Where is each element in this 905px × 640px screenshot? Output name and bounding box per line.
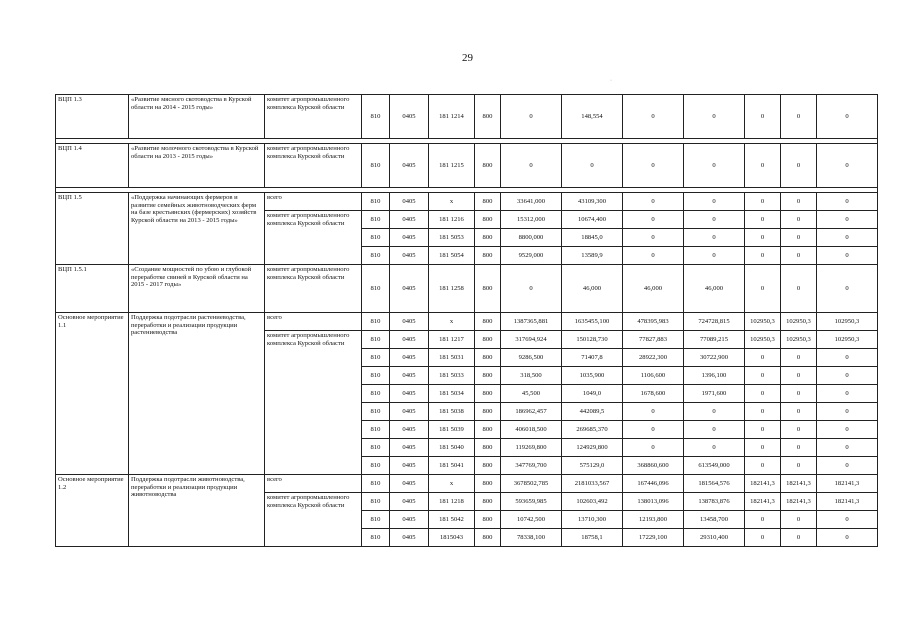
- amount-cell: 0: [684, 193, 745, 211]
- amount-cell: 102950,3: [817, 313, 878, 331]
- amount-cell: 1635455,100: [562, 313, 623, 331]
- amount-cell: 0: [745, 349, 781, 367]
- amount-cell: 1035,900: [562, 367, 623, 385]
- amount-cell: 1049,0: [562, 385, 623, 403]
- amount-cell: 0: [745, 421, 781, 439]
- grbs-code: 810: [362, 229, 390, 247]
- grbs-code: 810: [362, 367, 390, 385]
- amount-cell: 119269,800: [501, 439, 562, 457]
- section-code: 0405: [390, 313, 429, 331]
- amount-cell: 318,500: [501, 367, 562, 385]
- section-code: 0405: [390, 247, 429, 265]
- amount-cell: 1971,600: [684, 385, 745, 403]
- amount-cell: 0: [817, 247, 878, 265]
- amount-cell: 0: [562, 144, 623, 188]
- target-code: х: [429, 193, 475, 211]
- grbs-code: 810: [362, 349, 390, 367]
- amount-cell: 8800,000: [501, 229, 562, 247]
- amount-cell: 18758,1: [562, 529, 623, 547]
- target-code: 1815043: [429, 529, 475, 547]
- amount-cell: 0: [745, 403, 781, 421]
- amount-cell: 317694,924: [501, 331, 562, 349]
- amount-cell: 46,000: [623, 265, 684, 313]
- program-name: «Поддержка начинающих фермеров и развитие семейных животноводческих ферм на базе крестьянских (фермерских) хозяйств Курской области на 2013 - 2015 годы»: [129, 193, 265, 265]
- amount-cell: 0: [817, 349, 878, 367]
- grbs-code: 810: [362, 265, 390, 313]
- grbs-code: 810: [362, 144, 390, 188]
- amount-cell: 182141,3: [781, 475, 817, 493]
- program-name: Поддержка подотрасли растениеводства, переработки и реализации продукции растениеводства: [129, 313, 265, 475]
- amount-cell: 0: [745, 511, 781, 529]
- program-code: ВЦП 1.5.1: [56, 265, 129, 313]
- executor: комитет агропромышленного комплекса Курской области: [265, 493, 362, 547]
- amount-cell: 0: [684, 421, 745, 439]
- amount-cell: 71407,8: [562, 349, 623, 367]
- amount-cell: 1106,600: [623, 367, 684, 385]
- amount-cell: 167446,096: [623, 475, 684, 493]
- amount-cell: 724728,815: [684, 313, 745, 331]
- grbs-code: 810: [362, 385, 390, 403]
- grbs-code: 810: [362, 211, 390, 229]
- expense-code: 800: [475, 265, 501, 313]
- section-code: 0405: [390, 493, 429, 511]
- executor: комитет агропромышленного комплекса Курской области: [265, 331, 362, 475]
- grbs-code: 810: [362, 529, 390, 547]
- amount-cell: 0: [745, 367, 781, 385]
- amount-cell: 45,500: [501, 385, 562, 403]
- program-code: ВЦП 1.3: [56, 95, 129, 139]
- amount-cell: 0: [781, 439, 817, 457]
- amount-cell: 0: [501, 95, 562, 139]
- amount-cell: 0: [781, 511, 817, 529]
- amount-cell: 0: [745, 439, 781, 457]
- amount-cell: 613549,000: [684, 457, 745, 475]
- amount-cell: 77827,883: [623, 331, 684, 349]
- amount-cell: 0: [781, 247, 817, 265]
- amount-cell: 575129,0: [562, 457, 623, 475]
- amount-cell: 593659,985: [501, 493, 562, 511]
- amount-cell: 442089,5: [562, 403, 623, 421]
- amount-cell: 0: [684, 144, 745, 188]
- page-number: 29: [462, 52, 473, 64]
- amount-cell: 0: [817, 385, 878, 403]
- amount-cell: 102950,3: [817, 331, 878, 349]
- amount-cell: 1678,600: [623, 385, 684, 403]
- amount-cell: 9286,500: [501, 349, 562, 367]
- amount-cell: 0: [817, 421, 878, 439]
- section-code: 0405: [390, 229, 429, 247]
- executor: комитет агропромышленного комплекса Курской области: [265, 211, 362, 265]
- amount-cell: 46,000: [562, 265, 623, 313]
- amount-cell: 186962,457: [501, 403, 562, 421]
- amount-cell: 15312,000: [501, 211, 562, 229]
- target-code: 181 5033: [429, 367, 475, 385]
- grbs-code: 810: [362, 439, 390, 457]
- expense-code: 800: [475, 211, 501, 229]
- amount-cell: 0: [623, 193, 684, 211]
- amount-cell: 0: [781, 403, 817, 421]
- target-code: 181 5040: [429, 439, 475, 457]
- amount-cell: 0: [817, 265, 878, 313]
- amount-cell: 0: [745, 95, 781, 139]
- expense-code: 800: [475, 403, 501, 421]
- amount-cell: 0: [684, 403, 745, 421]
- program-name: Поддержка подотрасли животноводства, переработки и реализации продукции животноводства: [129, 475, 265, 547]
- table-row: [56, 265, 878, 313]
- section-code: 0405: [390, 211, 429, 229]
- amount-cell: 77089,215: [684, 331, 745, 349]
- amount-cell: 0: [817, 229, 878, 247]
- amount-cell: 124929,800: [562, 439, 623, 457]
- executor: комитет агропромышленного комплекса Курской области: [265, 265, 362, 313]
- table-row: [56, 144, 878, 188]
- expense-code: 800: [475, 313, 501, 331]
- amount-cell: 0: [781, 193, 817, 211]
- amount-cell: 43109,300: [562, 193, 623, 211]
- table-row: [56, 313, 878, 331]
- amount-cell: 33641,000: [501, 193, 562, 211]
- executor: всего: [265, 313, 362, 331]
- expense-code: 800: [475, 475, 501, 493]
- section-code: 0405: [390, 421, 429, 439]
- amount-cell: 13710,300: [562, 511, 623, 529]
- amount-cell: 0: [781, 385, 817, 403]
- amount-cell: 78338,100: [501, 529, 562, 547]
- grbs-code: 810: [362, 511, 390, 529]
- amount-cell: 138013,096: [623, 493, 684, 511]
- amount-cell: 0: [781, 349, 817, 367]
- amount-cell: 0: [745, 265, 781, 313]
- section-code: 0405: [390, 475, 429, 493]
- expense-code: 800: [475, 95, 501, 139]
- amount-cell: 0: [684, 211, 745, 229]
- target-code: х: [429, 475, 475, 493]
- section-code: 0405: [390, 331, 429, 349]
- amount-cell: 13589,9: [562, 247, 623, 265]
- expense-code: 800: [475, 439, 501, 457]
- amount-cell: 0: [623, 229, 684, 247]
- amount-cell: 3678502,785: [501, 475, 562, 493]
- target-code: 181 1218: [429, 493, 475, 511]
- target-code: 181 1258: [429, 265, 475, 313]
- section-code: 0405: [390, 529, 429, 547]
- table-row: [56, 193, 878, 211]
- grbs-code: 810: [362, 193, 390, 211]
- target-code: 181 1215: [429, 144, 475, 188]
- scan-mark: ·: [610, 78, 612, 84]
- expense-code: 800: [475, 193, 501, 211]
- amount-cell: 347769,700: [501, 457, 562, 475]
- section-code: 0405: [390, 193, 429, 211]
- grbs-code: 810: [362, 331, 390, 349]
- expense-code: 800: [475, 457, 501, 475]
- section-code: 0405: [390, 385, 429, 403]
- expense-code: 800: [475, 493, 501, 511]
- amount-cell: 0: [684, 229, 745, 247]
- amount-cell: 181564,576: [684, 475, 745, 493]
- amount-cell: 0: [745, 247, 781, 265]
- amount-cell: 0: [781, 421, 817, 439]
- amount-cell: 102950,3: [781, 331, 817, 349]
- amount-cell: 368860,600: [623, 457, 684, 475]
- amount-cell: 0: [623, 421, 684, 439]
- amount-cell: 0: [817, 211, 878, 229]
- amount-cell: 0: [745, 211, 781, 229]
- amount-cell: 2181033,567: [562, 475, 623, 493]
- amount-cell: 0: [817, 511, 878, 529]
- amount-cell: 182141,3: [781, 493, 817, 511]
- table-row: [56, 475, 878, 493]
- amount-cell: 0: [501, 265, 562, 313]
- target-code: 181 5042: [429, 511, 475, 529]
- amount-cell: 28922,300: [623, 349, 684, 367]
- amount-cell: 29310,400: [684, 529, 745, 547]
- amount-cell: 0: [745, 385, 781, 403]
- expense-code: 800: [475, 367, 501, 385]
- program-code: ВЦП 1.4: [56, 144, 129, 188]
- amount-cell: 0: [745, 529, 781, 547]
- expense-code: 800: [475, 511, 501, 529]
- amount-cell: 0: [684, 439, 745, 457]
- expense-code: 800: [475, 349, 501, 367]
- section-code: 0405: [390, 457, 429, 475]
- amount-cell: 0: [817, 457, 878, 475]
- program-name: «Создание мощностей по убою и глубокой переработке свиней в Курской области на 2015 - 2017 годы»: [129, 265, 265, 313]
- amount-cell: 0: [745, 193, 781, 211]
- amount-cell: 0: [817, 367, 878, 385]
- target-code: 181 1214: [429, 95, 475, 139]
- executor: комитет агропромышленного комплекса Курской области: [265, 144, 362, 188]
- amount-cell: 18845,0: [562, 229, 623, 247]
- executor: всего: [265, 193, 362, 211]
- executor: всего: [265, 475, 362, 493]
- section-code: 0405: [390, 144, 429, 188]
- amount-cell: 0: [781, 529, 817, 547]
- amount-cell: 0: [781, 144, 817, 188]
- amount-cell: 12193,800: [623, 511, 684, 529]
- expense-code: 800: [475, 229, 501, 247]
- program-code: Основное мероприятие 1.2: [56, 475, 129, 547]
- program-name: «Развитие мясного скотоводства в Курской области на 2014 - 2015 годы»: [129, 95, 265, 139]
- amount-cell: 102950,3: [781, 313, 817, 331]
- amount-cell: 182141,3: [745, 493, 781, 511]
- expense-code: 800: [475, 529, 501, 547]
- grbs-code: 810: [362, 95, 390, 139]
- amount-cell: 406018,500: [501, 421, 562, 439]
- program-code: Основное мероприятие 1.1: [56, 313, 129, 475]
- amount-cell: 102950,3: [745, 313, 781, 331]
- amount-cell: 0: [781, 457, 817, 475]
- amount-cell: 148,554: [562, 95, 623, 139]
- amount-cell: 138783,876: [684, 493, 745, 511]
- amount-cell: 0: [623, 144, 684, 188]
- amount-cell: 0: [817, 439, 878, 457]
- target-code: х: [429, 313, 475, 331]
- section-code: 0405: [390, 367, 429, 385]
- amount-cell: 0: [623, 95, 684, 139]
- target-code: 181 5054: [429, 247, 475, 265]
- amount-cell: 1396,100: [684, 367, 745, 385]
- amount-cell: 0: [745, 229, 781, 247]
- amount-cell: 1387365,881: [501, 313, 562, 331]
- grbs-code: 810: [362, 493, 390, 511]
- amount-cell: 269685,370: [562, 421, 623, 439]
- grbs-code: 810: [362, 475, 390, 493]
- amount-cell: 0: [781, 211, 817, 229]
- section-code: 0405: [390, 265, 429, 313]
- amount-cell: 182141,3: [817, 493, 878, 511]
- amount-cell: 0: [623, 211, 684, 229]
- grbs-code: 810: [362, 313, 390, 331]
- amount-cell: 0: [684, 247, 745, 265]
- grbs-code: 810: [362, 247, 390, 265]
- amount-cell: 9529,000: [501, 247, 562, 265]
- target-code: 181 5053: [429, 229, 475, 247]
- target-code: 181 1216: [429, 211, 475, 229]
- amount-cell: 0: [501, 144, 562, 188]
- section-code: 0405: [390, 439, 429, 457]
- amount-cell: 0: [781, 95, 817, 139]
- amount-cell: 10742,500: [501, 511, 562, 529]
- grbs-code: 810: [362, 457, 390, 475]
- section-code: 0405: [390, 511, 429, 529]
- amount-cell: 150128,730: [562, 331, 623, 349]
- grbs-code: 810: [362, 421, 390, 439]
- amount-cell: 0: [781, 265, 817, 313]
- expense-code: 800: [475, 247, 501, 265]
- amount-cell: 0: [684, 95, 745, 139]
- program-name: «Развитие молочного скотоводства в Курской области на 2013 - 2015 годы»: [129, 144, 265, 188]
- amount-cell: 0: [817, 403, 878, 421]
- target-code: 181 1217: [429, 331, 475, 349]
- amount-cell: 17229,100: [623, 529, 684, 547]
- amount-cell: 182141,3: [817, 475, 878, 493]
- expense-code: 800: [475, 144, 501, 188]
- section-code: 0405: [390, 95, 429, 139]
- amount-cell: 182141,3: [745, 475, 781, 493]
- amount-cell: 0: [623, 403, 684, 421]
- executor: комитет агропромышленного комплекса Курской области: [265, 95, 362, 139]
- amount-cell: 0: [623, 247, 684, 265]
- target-code: 181 5034: [429, 385, 475, 403]
- amount-cell: 0: [745, 144, 781, 188]
- amount-cell: 0: [817, 95, 878, 139]
- amount-cell: 478395,983: [623, 313, 684, 331]
- expense-code: 800: [475, 331, 501, 349]
- target-code: 181 5038: [429, 403, 475, 421]
- amount-cell: 102603,492: [562, 493, 623, 511]
- grbs-code: 810: [362, 403, 390, 421]
- amount-cell: 0: [745, 457, 781, 475]
- target-code: 181 5041: [429, 457, 475, 475]
- amount-cell: 0: [817, 144, 878, 188]
- amount-cell: 102950,3: [745, 331, 781, 349]
- amount-cell: 0: [623, 439, 684, 457]
- amount-cell: 30722,900: [684, 349, 745, 367]
- amount-cell: 13458,700: [684, 511, 745, 529]
- section-code: 0405: [390, 349, 429, 367]
- amount-cell: 0: [781, 367, 817, 385]
- expense-code: 800: [475, 421, 501, 439]
- table-row: [56, 95, 878, 139]
- budget-table: [55, 94, 878, 547]
- amount-cell: 0: [817, 193, 878, 211]
- target-code: 181 5039: [429, 421, 475, 439]
- section-code: 0405: [390, 403, 429, 421]
- expense-code: 800: [475, 385, 501, 403]
- amount-cell: 46,000: [684, 265, 745, 313]
- amount-cell: 0: [817, 529, 878, 547]
- amount-cell: 10674,400: [562, 211, 623, 229]
- amount-cell: 0: [781, 229, 817, 247]
- program-code: ВЦП 1.5: [56, 193, 129, 265]
- target-code: 181 5031: [429, 349, 475, 367]
